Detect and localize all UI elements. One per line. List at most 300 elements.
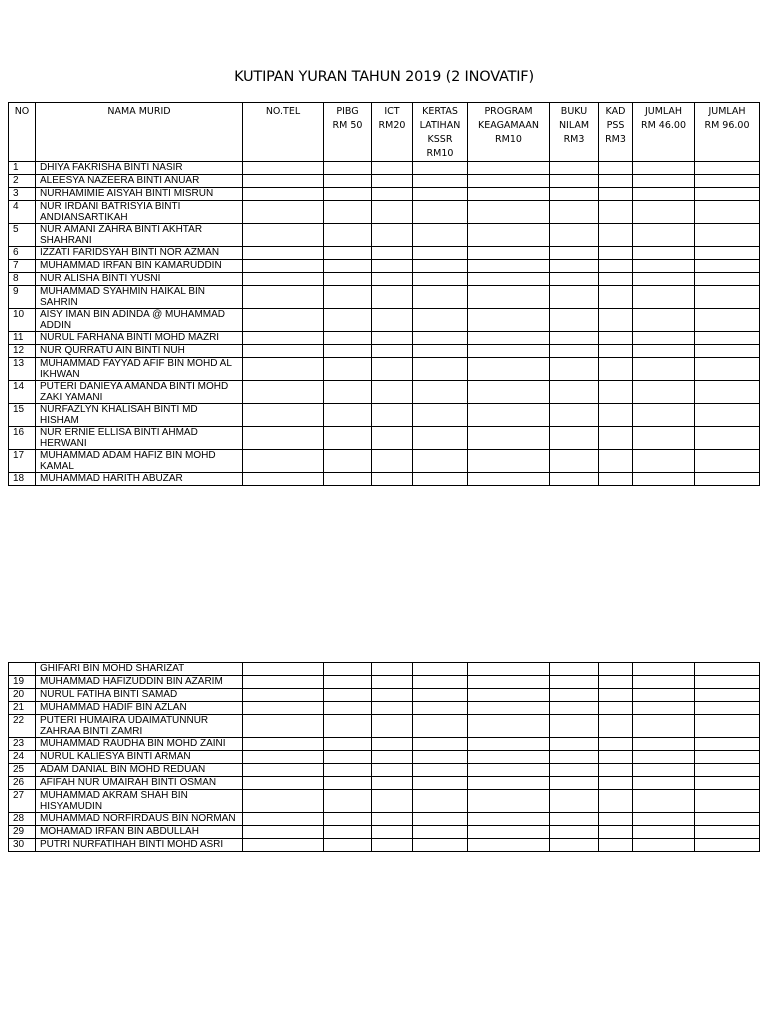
student-name: PUTERI DANIEYA AMANDA BINTI MOHD ZAKI YAMANI	[36, 381, 243, 404]
empty-cell	[468, 813, 550, 826]
empty-cell	[599, 813, 633, 826]
empty-cell	[324, 224, 372, 247]
table-row	[9, 839, 760, 852]
student-name: NURUL KALIESYA BINTI ARMAN	[36, 751, 243, 764]
empty-cell	[695, 162, 760, 175]
empty-cell	[324, 286, 372, 309]
empty-cell	[372, 427, 413, 450]
empty-cell	[324, 381, 372, 404]
student-name: NUR IRDANI BATRISYIA BINTI ANDIANSARTIKAH	[36, 201, 243, 224]
empty-cell	[372, 224, 413, 247]
table-row	[9, 427, 760, 450]
empty-cell	[372, 473, 413, 486]
empty-cell	[243, 751, 324, 764]
empty-cell	[372, 676, 413, 689]
empty-cell	[243, 839, 324, 852]
col-kertas-latihan: KERTAS LATIHAN KSSR RM10	[413, 103, 468, 162]
empty-cell	[243, 332, 324, 345]
table-row	[9, 715, 760, 738]
empty-cell	[243, 427, 324, 450]
empty-cell	[243, 201, 324, 224]
empty-cell	[599, 689, 633, 702]
student-name: AFIFAH NUR UMAIRAH BINTI OSMAN	[36, 777, 243, 790]
table-row	[9, 777, 760, 790]
empty-cell	[372, 188, 413, 201]
student-name: MOHAMAD IRFAN BIN ABDULLAH	[36, 826, 243, 839]
empty-cell	[599, 162, 633, 175]
empty-cell	[550, 473, 599, 486]
table-row	[9, 702, 760, 715]
table-row	[9, 175, 760, 188]
empty-cell	[599, 404, 633, 427]
empty-cell	[633, 764, 695, 777]
empty-cell	[633, 309, 695, 332]
table-row	[9, 201, 760, 224]
empty-cell	[633, 201, 695, 224]
row-number: 7	[9, 260, 36, 273]
empty-cell	[550, 175, 599, 188]
empty-cell	[468, 777, 550, 790]
student-name: NURFAZLYN KHALISAH BINTI MD HISHAM	[36, 404, 243, 427]
empty-cell	[413, 738, 468, 751]
empty-cell	[599, 309, 633, 332]
empty-cell	[695, 201, 760, 224]
student-name: GHIFARI BIN MOHD SHARIZAT	[36, 663, 243, 676]
empty-cell	[468, 188, 550, 201]
empty-cell	[633, 715, 695, 738]
empty-cell	[695, 839, 760, 852]
table-row	[9, 473, 760, 486]
empty-cell	[413, 188, 468, 201]
empty-cell	[633, 790, 695, 813]
student-name: PUTRI NURFATIHAH BINTI MOHD ASRI	[36, 839, 243, 852]
empty-cell	[413, 345, 468, 358]
row-number: 17	[9, 450, 36, 473]
empty-cell	[372, 715, 413, 738]
empty-cell	[413, 689, 468, 702]
empty-cell	[372, 764, 413, 777]
student-name: MUHAMMAD RAUDHA BIN MOHD ZAINI	[36, 738, 243, 751]
empty-cell	[372, 751, 413, 764]
empty-cell	[372, 381, 413, 404]
empty-cell	[324, 427, 372, 450]
empty-cell	[633, 224, 695, 247]
table-row	[9, 358, 760, 381]
empty-cell	[413, 427, 468, 450]
empty-cell	[550, 404, 599, 427]
empty-cell	[324, 273, 372, 286]
table-row	[9, 813, 760, 826]
empty-cell	[243, 764, 324, 777]
empty-cell	[413, 790, 468, 813]
empty-cell	[324, 345, 372, 358]
student-name: MUHAMMAD FAYYAD AFIF BIN MOHD AL IKHWAN	[36, 358, 243, 381]
empty-cell	[633, 175, 695, 188]
empty-cell	[468, 201, 550, 224]
row-number: 23	[9, 738, 36, 751]
empty-cell	[413, 273, 468, 286]
empty-cell	[468, 260, 550, 273]
empty-cell	[550, 309, 599, 332]
empty-cell	[413, 473, 468, 486]
student-name: IZZATI FARIDSYAH BINTI NOR AZMAN	[36, 247, 243, 260]
empty-cell	[550, 813, 599, 826]
empty-cell	[413, 813, 468, 826]
empty-cell	[695, 273, 760, 286]
empty-cell	[599, 676, 633, 689]
table-row	[9, 404, 760, 427]
empty-cell	[599, 738, 633, 751]
empty-cell	[550, 332, 599, 345]
row-number: 16	[9, 427, 36, 450]
empty-cell	[372, 309, 413, 332]
empty-cell	[633, 839, 695, 852]
row-number: 18	[9, 473, 36, 486]
empty-cell	[468, 309, 550, 332]
student-name: AISY IMAN BIN ADINDA @ MUHAMMAD ADDIN	[36, 309, 243, 332]
empty-cell	[695, 175, 760, 188]
empty-cell	[468, 286, 550, 309]
empty-cell	[633, 450, 695, 473]
empty-cell	[243, 345, 324, 358]
row-number: 24	[9, 751, 36, 764]
empty-cell	[695, 702, 760, 715]
empty-cell	[324, 663, 372, 676]
empty-cell	[372, 839, 413, 852]
empty-cell	[550, 689, 599, 702]
empty-cell	[468, 676, 550, 689]
empty-cell	[695, 715, 760, 738]
empty-cell	[324, 764, 372, 777]
empty-cell	[633, 358, 695, 381]
empty-cell	[695, 345, 760, 358]
empty-cell	[599, 826, 633, 839]
fee-table-page-2	[8, 662, 760, 852]
row-number: 21	[9, 702, 36, 715]
empty-cell	[468, 224, 550, 247]
empty-cell	[413, 751, 468, 764]
table-row	[9, 450, 760, 473]
empty-cell	[550, 715, 599, 738]
empty-cell	[550, 224, 599, 247]
table-row	[9, 309, 760, 332]
empty-cell	[550, 260, 599, 273]
empty-cell	[633, 404, 695, 427]
empty-cell	[599, 427, 633, 450]
empty-cell	[550, 702, 599, 715]
student-name: MUHAMMAD NORFIRDAUS BIN NORMAN	[36, 813, 243, 826]
empty-cell	[468, 764, 550, 777]
student-name: MUHAMMAD HAFIZUDDIN BIN AZARIM	[36, 676, 243, 689]
col-no-tel: NO.TEL	[243, 103, 324, 162]
empty-cell	[550, 751, 599, 764]
empty-cell	[372, 813, 413, 826]
empty-cell	[324, 162, 372, 175]
empty-cell	[695, 826, 760, 839]
empty-cell	[695, 450, 760, 473]
empty-cell	[468, 450, 550, 473]
empty-cell	[633, 663, 695, 676]
empty-cell	[413, 247, 468, 260]
table-row	[9, 826, 760, 839]
empty-cell	[695, 663, 760, 676]
student-name: MUHAMMAD SYAHMIN HAIKAL BIN SAHRIN	[36, 286, 243, 309]
student-name: MUHAMMAD IRFAN BIN KAMARUDDIN	[36, 260, 243, 273]
empty-cell	[372, 777, 413, 790]
row-number: 22	[9, 715, 36, 738]
row-number: 26	[9, 777, 36, 790]
empty-cell	[633, 188, 695, 201]
empty-cell	[550, 345, 599, 358]
empty-cell	[695, 332, 760, 345]
empty-cell	[243, 188, 324, 201]
empty-cell	[599, 381, 633, 404]
empty-cell	[324, 175, 372, 188]
row-number: 8	[9, 273, 36, 286]
empty-cell	[599, 188, 633, 201]
empty-cell	[413, 286, 468, 309]
empty-cell	[243, 404, 324, 427]
col-no: NO	[9, 103, 36, 162]
empty-cell	[324, 332, 372, 345]
empty-cell	[599, 247, 633, 260]
table-row	[9, 332, 760, 345]
empty-cell	[633, 247, 695, 260]
empty-cell	[243, 286, 324, 309]
empty-cell	[633, 473, 695, 486]
empty-cell	[550, 777, 599, 790]
empty-cell	[324, 826, 372, 839]
empty-cell	[695, 381, 760, 404]
row-number: 6	[9, 247, 36, 260]
row-number: 19	[9, 676, 36, 689]
empty-cell	[324, 188, 372, 201]
empty-cell	[633, 751, 695, 764]
row-number: 11	[9, 332, 36, 345]
col-jumlah-46: JUMLAH RM 46.00	[633, 103, 695, 162]
empty-cell	[599, 201, 633, 224]
empty-cell	[599, 345, 633, 358]
table-row	[9, 273, 760, 286]
empty-cell	[468, 738, 550, 751]
empty-cell	[372, 332, 413, 345]
empty-cell	[695, 286, 760, 309]
empty-cell	[468, 751, 550, 764]
student-name: PUTERI HUMAIRA UDAIMATUNNUR ZAHRAA BINTI ZAMRI	[36, 715, 243, 738]
empty-cell	[633, 777, 695, 790]
col-kad-pss: KAD PSS RM3	[599, 103, 633, 162]
empty-cell	[550, 358, 599, 381]
header-row	[9, 103, 760, 162]
empty-cell	[243, 175, 324, 188]
empty-cell	[633, 345, 695, 358]
empty-cell	[413, 715, 468, 738]
table-row	[9, 790, 760, 813]
student-name: NUR QURRATU AIN BINTI NUH	[36, 345, 243, 358]
empty-cell	[550, 790, 599, 813]
empty-cell	[413, 676, 468, 689]
empty-cell	[413, 839, 468, 852]
row-number: 28	[9, 813, 36, 826]
empty-cell	[324, 751, 372, 764]
empty-cell	[550, 826, 599, 839]
empty-cell	[599, 260, 633, 273]
empty-cell	[413, 224, 468, 247]
empty-cell	[372, 358, 413, 381]
empty-cell	[695, 473, 760, 486]
empty-cell	[468, 175, 550, 188]
empty-cell	[550, 738, 599, 751]
empty-cell	[695, 427, 760, 450]
empty-cell	[468, 162, 550, 175]
row-number: 4	[9, 201, 36, 224]
empty-cell	[372, 273, 413, 286]
empty-cell	[413, 404, 468, 427]
empty-cell	[324, 790, 372, 813]
empty-cell	[372, 702, 413, 715]
table-row	[9, 224, 760, 247]
empty-cell	[468, 273, 550, 286]
empty-cell	[468, 404, 550, 427]
table-row	[9, 764, 760, 777]
empty-cell	[372, 663, 413, 676]
empty-cell	[324, 676, 372, 689]
empty-cell	[243, 273, 324, 286]
empty-cell	[372, 162, 413, 175]
row-number: 20	[9, 689, 36, 702]
empty-cell	[372, 826, 413, 839]
empty-cell	[633, 826, 695, 839]
table-row	[9, 188, 760, 201]
empty-cell	[599, 751, 633, 764]
empty-cell	[413, 450, 468, 473]
empty-cell	[550, 427, 599, 450]
empty-cell	[468, 715, 550, 738]
table-row	[9, 345, 760, 358]
student-name: NUR ERNIE ELLISA BINTI AHMAD HERWANI	[36, 427, 243, 450]
empty-cell	[372, 738, 413, 751]
empty-cell	[695, 751, 760, 764]
fee-table-page-1	[8, 102, 760, 486]
page-title: KUTIPAN YURAN TAHUN 2019 (2 INOVATIF)	[234, 69, 534, 85]
empty-cell	[372, 175, 413, 188]
student-name: ALEESYA NAZEERA BINTI ANUAR	[36, 175, 243, 188]
empty-cell	[550, 450, 599, 473]
empty-cell	[413, 332, 468, 345]
table-row	[9, 738, 760, 751]
student-name: NUR ALISHA BINTI YUSNI	[36, 273, 243, 286]
empty-cell	[695, 224, 760, 247]
empty-cell	[695, 689, 760, 702]
empty-cell	[695, 188, 760, 201]
empty-cell	[243, 358, 324, 381]
student-name: MUHAMMAD AKRAM SHAH BIN HISYAMUDIN	[36, 790, 243, 813]
empty-cell	[468, 689, 550, 702]
empty-cell	[324, 777, 372, 790]
empty-cell	[468, 427, 550, 450]
col-ict: ICT RM20	[372, 103, 413, 162]
empty-cell	[413, 358, 468, 381]
row-number: 12	[9, 345, 36, 358]
col-buku-nilam: BUKU NILAM RM3	[550, 103, 599, 162]
empty-cell	[413, 826, 468, 839]
empty-cell	[468, 839, 550, 852]
empty-cell	[372, 450, 413, 473]
empty-cell	[550, 201, 599, 224]
empty-cell	[324, 689, 372, 702]
empty-cell	[243, 473, 324, 486]
empty-cell	[243, 247, 324, 260]
row-number: 5	[9, 224, 36, 247]
empty-cell	[599, 450, 633, 473]
empty-cell	[468, 473, 550, 486]
empty-cell	[550, 286, 599, 309]
table-row	[9, 286, 760, 309]
empty-cell	[633, 162, 695, 175]
empty-cell	[599, 790, 633, 813]
empty-cell	[633, 702, 695, 715]
row-number: 15	[9, 404, 36, 427]
empty-cell	[413, 162, 468, 175]
empty-cell	[633, 813, 695, 826]
row-number: 2	[9, 175, 36, 188]
empty-cell	[468, 826, 550, 839]
student-name: MUHAMMAD HADIF BIN AZLAN	[36, 702, 243, 715]
empty-cell	[243, 676, 324, 689]
empty-cell	[633, 286, 695, 309]
empty-cell	[550, 663, 599, 676]
empty-cell	[243, 702, 324, 715]
empty-cell	[468, 381, 550, 404]
row-number: 30	[9, 839, 36, 852]
empty-cell	[599, 358, 633, 381]
empty-cell	[324, 404, 372, 427]
empty-cell	[599, 715, 633, 738]
empty-cell	[413, 702, 468, 715]
empty-cell	[243, 663, 324, 676]
empty-cell	[324, 247, 372, 260]
student-name: MUHAMMAD ADAM HAFIZ BIN MOHD KAMAL	[36, 450, 243, 473]
empty-cell	[413, 201, 468, 224]
empty-cell	[550, 381, 599, 404]
empty-cell	[413, 260, 468, 273]
empty-cell	[550, 676, 599, 689]
empty-cell	[243, 813, 324, 826]
empty-cell	[550, 188, 599, 201]
empty-cell	[324, 839, 372, 852]
empty-cell	[372, 201, 413, 224]
empty-cell	[372, 404, 413, 427]
row-number: 14	[9, 381, 36, 404]
empty-cell	[243, 450, 324, 473]
empty-cell	[468, 358, 550, 381]
empty-cell	[550, 247, 599, 260]
empty-cell	[243, 260, 324, 273]
empty-cell	[695, 738, 760, 751]
empty-cell	[550, 273, 599, 286]
empty-cell	[413, 663, 468, 676]
empty-cell	[413, 777, 468, 790]
empty-cell	[243, 381, 324, 404]
student-name: NURUL FARHANA BINTI MOHD MAZRI	[36, 332, 243, 345]
empty-cell	[695, 309, 760, 332]
table-row	[9, 676, 760, 689]
table-row	[9, 381, 760, 404]
empty-cell	[243, 826, 324, 839]
empty-cell	[550, 839, 599, 852]
student-name: ADAM DANIAL BIN MOHD REDUAN	[36, 764, 243, 777]
empty-cell	[468, 790, 550, 813]
